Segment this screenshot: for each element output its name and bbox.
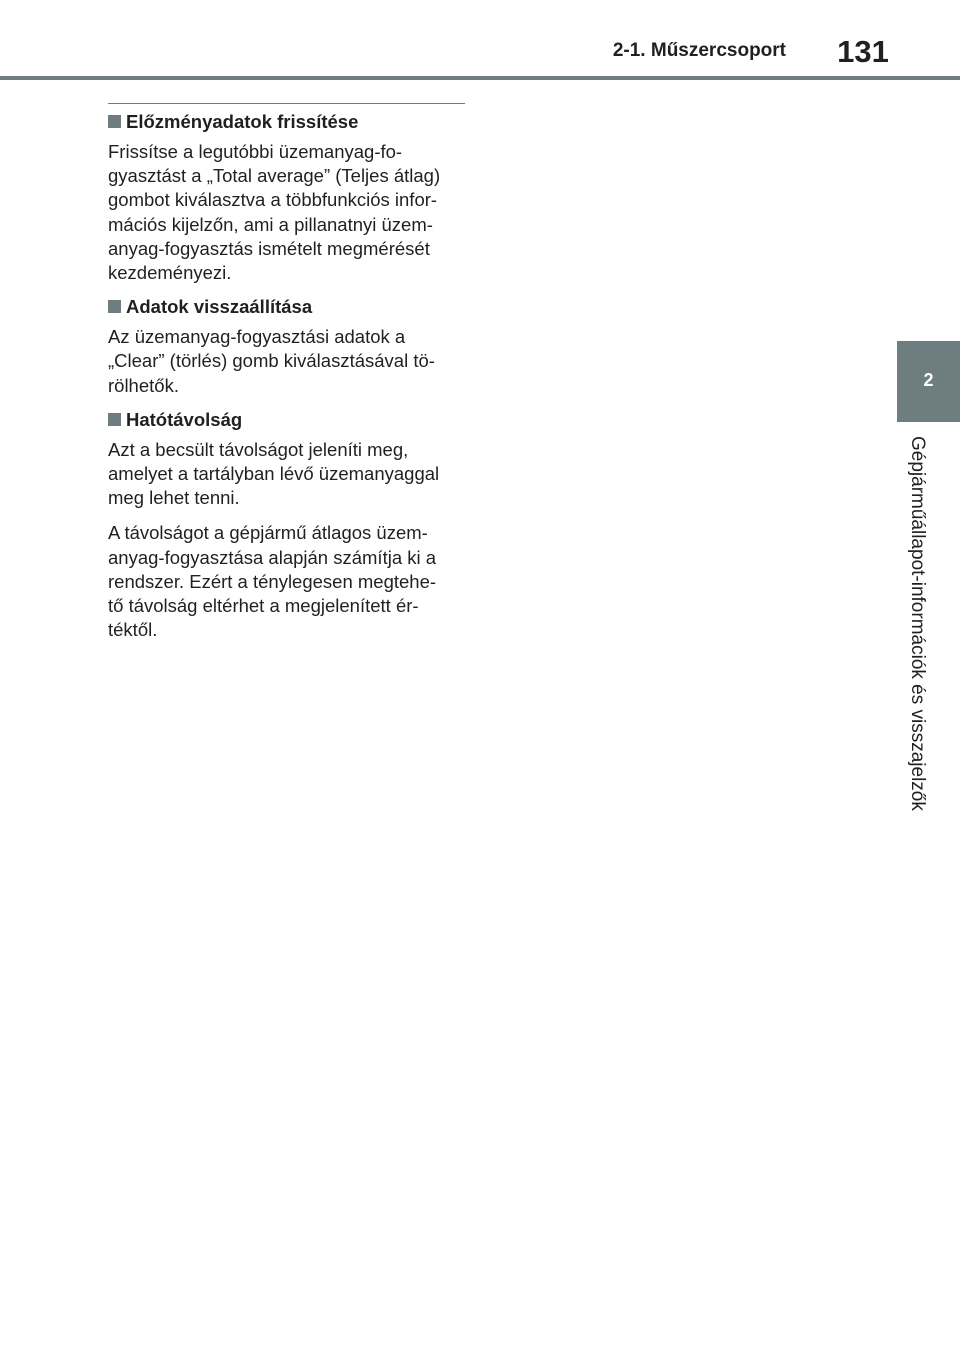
section-heading-text: Hatótávolság <box>126 408 243 430</box>
text-line: amelyet a tartályban lévő üzemanyaggal <box>108 463 440 485</box>
text-line: Az üzemanyag-fogyasztási adatok a <box>108 326 406 348</box>
text-line: téktől. <box>108 619 158 641</box>
paragraph <box>108 438 470 511</box>
chapter-tab <box>897 341 960 422</box>
chapter-number: 2 <box>923 370 934 390</box>
page-number: 131 <box>837 34 889 69</box>
section-heading <box>108 296 470 318</box>
paragraph <box>108 521 470 642</box>
text-line: meg lehet tenni. <box>108 487 240 509</box>
text-line: gyasztást a „Total average” (Teljes átlag) <box>108 165 441 187</box>
text-line: A távolságot a gépjármű átlagos üzem- <box>108 522 428 544</box>
header-rule <box>0 76 960 80</box>
section-heading-text: Előzményadatok frissítése <box>126 111 359 132</box>
text-line: tő távolság eltérhet a megjelenített ér- <box>108 595 419 617</box>
text-line: anyag-fogyasztás ismételt megmérését <box>108 237 430 259</box>
text-line: rendszer. Ezért a ténylegesen megtehe- <box>108 570 437 592</box>
text-line: kezdeményezi. <box>108 262 232 284</box>
paragraph <box>108 325 470 398</box>
text-line: gombot kiválasztva a többfunkciós infor- <box>108 189 438 211</box>
text-line: anyag-fogyasztása alapján számítja ki a <box>108 546 437 568</box>
section-header-title: 2-1. Műszercsoport <box>612 40 786 61</box>
square-bullet-icon <box>108 413 121 426</box>
text-line: Azt a becsült távolságot jeleníti meg, <box>108 438 409 460</box>
section-heading <box>108 409 470 431</box>
text-line: „Clear” (törlés) gomb kiválasztásával tö- <box>108 350 435 372</box>
text-line: Frissítse a legutóbbi üzemanyag-fo- <box>108 141 403 162</box>
main-content <box>108 111 470 653</box>
section-heading-text: Adatok visszaállítása <box>126 296 313 318</box>
section-divider <box>108 103 465 104</box>
square-bullet-icon <box>108 300 121 313</box>
section-heading <box>108 111 470 133</box>
text-line: rölhetők. <box>108 374 179 396</box>
paragraph <box>108 140 470 285</box>
text-line: mációs kijelzőn, ami a pillanatnyi üzem- <box>108 213 433 235</box>
chapter-title: Gépjárműállapot-információk és visszajelzők <box>907 436 928 811</box>
square-bullet-icon <box>108 115 121 128</box>
